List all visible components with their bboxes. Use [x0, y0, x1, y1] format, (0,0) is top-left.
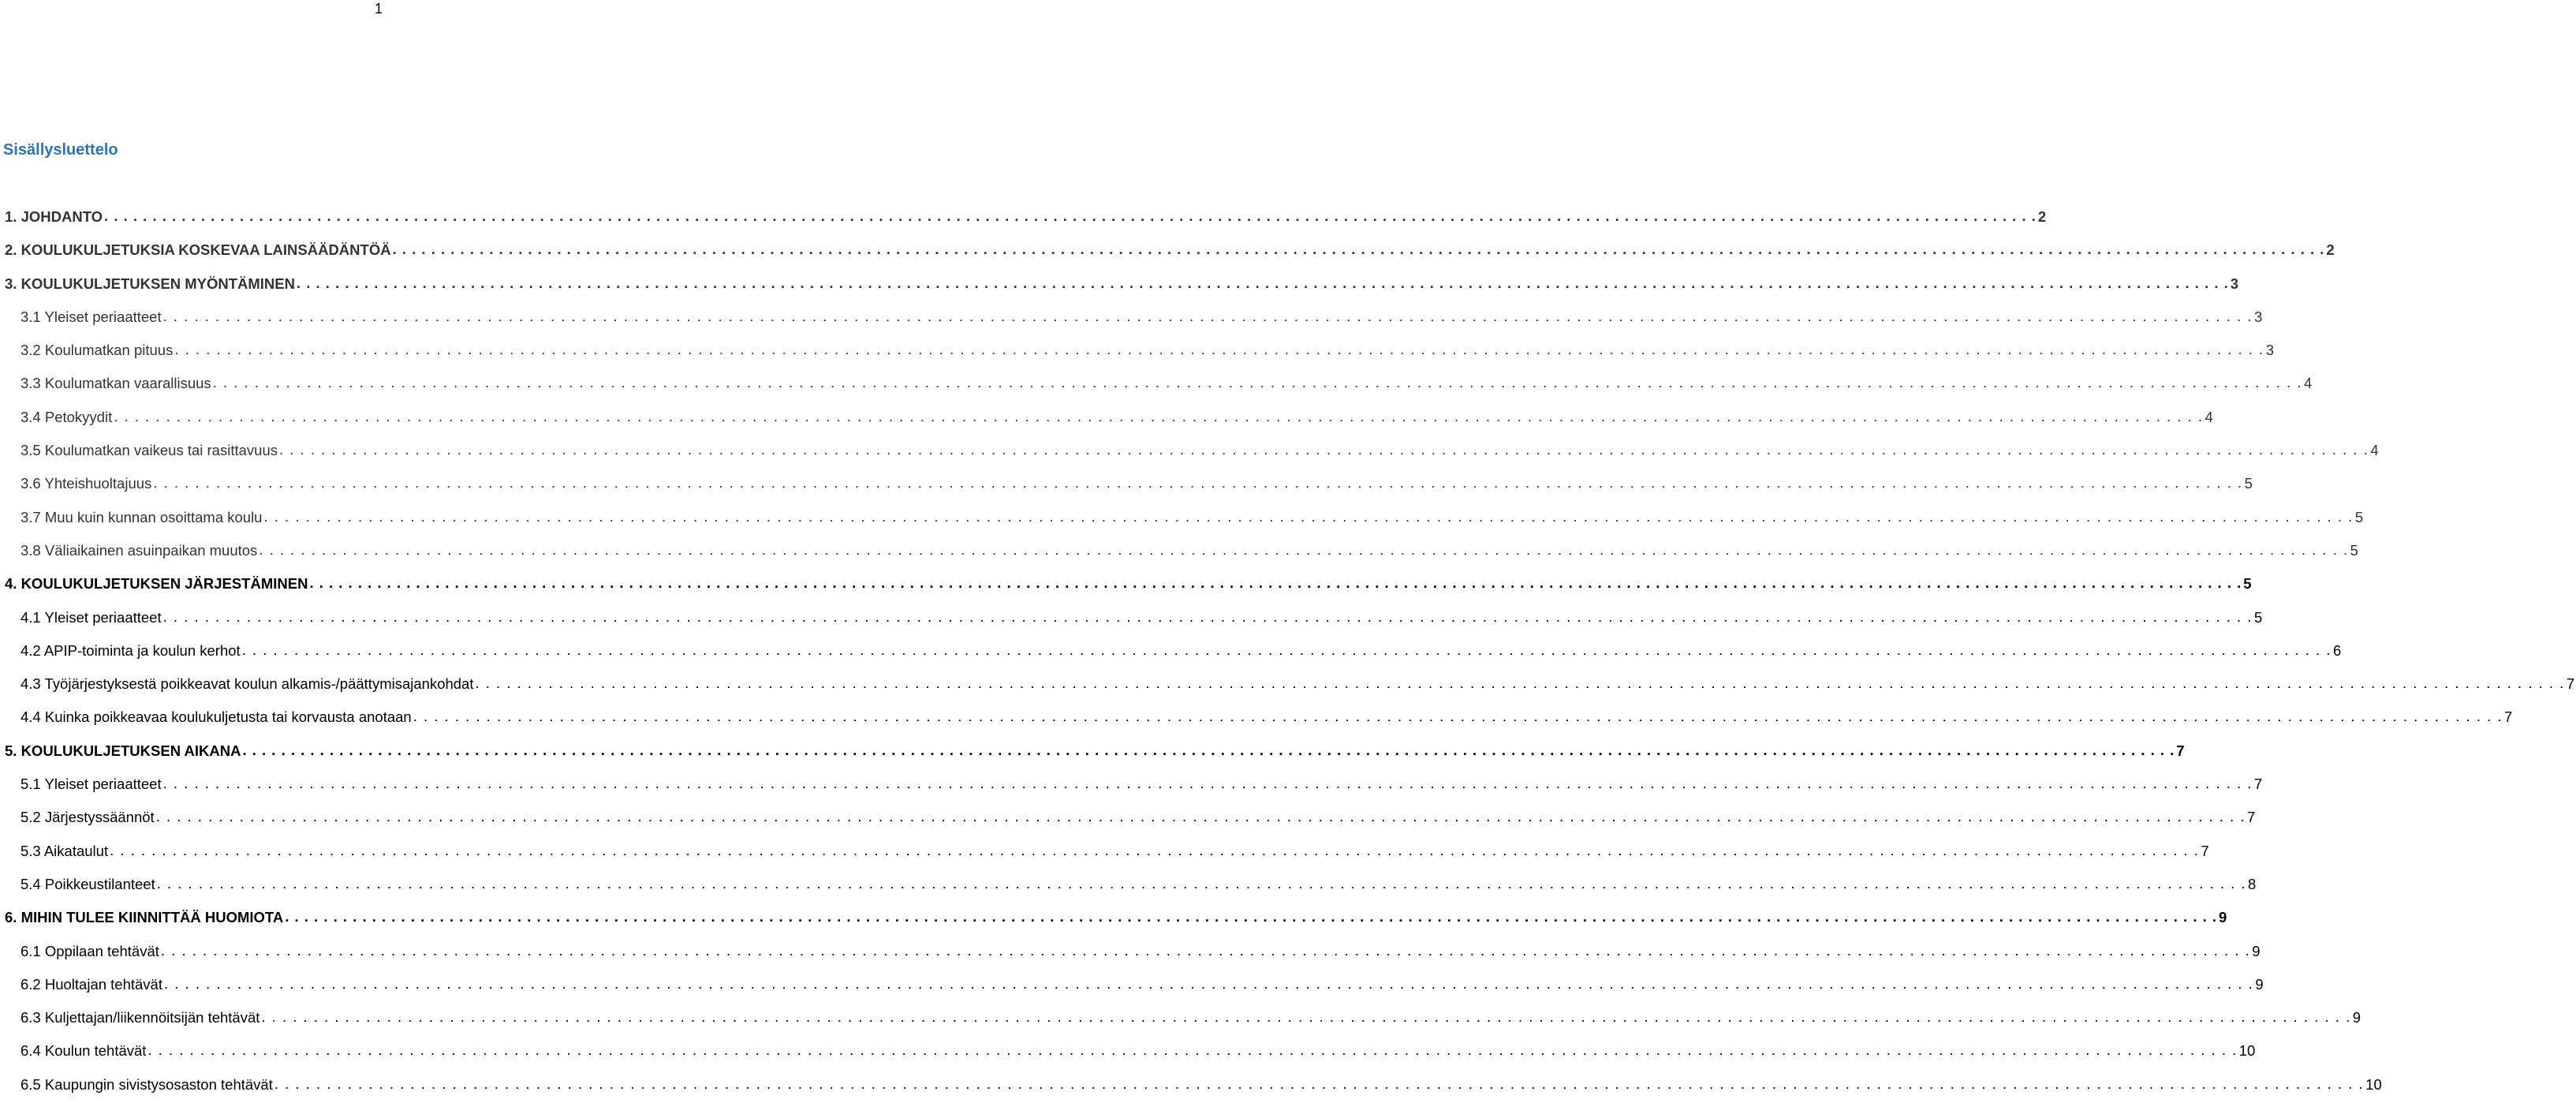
- toc-entry[interactable]: [0, 569, 2252, 602]
- toc-entry-page: 8: [2248, 875, 2257, 892]
- toc-entry[interactable]: [0, 903, 2227, 936]
- dot-leader: . . . . . . . . . . . . . . . . . . . . . . . . . . . . . . . . . . . . . . . . . . . . . . . . . . . . . . . . . . . . . . . . . . . . . . . . . . . . . . . . . . . . . . . . . . . . . . . . . . . . . . . . . . . . . . . . . . . . . . . . . . . . . . . . . . . . . . . . . . . . . . . . . . . . . . . . . . . . . . . . . . . . . . . . . . . . . . . . . . . . . . . . . . . . . . . . . . . . . . . .: [110, 841, 2200, 858]
- toc-entry-label: 3.8 Väliaikainen asuinpaikan muutos: [21, 541, 258, 559]
- toc-entry-label: 4.2 APIP-toiminta ja koulun kerhot: [21, 641, 241, 659]
- toc-entry-label: 6.5 Kaupungin sivistysosaston tehtävät: [21, 1075, 273, 1093]
- toc-entry-page: 3: [2253, 308, 2263, 325]
- toc-entry-page: 10: [2365, 1075, 2382, 1093]
- toc-entry[interactable]: [0, 368, 2313, 402]
- toc-entry-page: 3: [2265, 342, 2274, 359]
- dot-leader: . . . . . . . . . . . . . . . . . . . . . . . . . . . . . . . . . . . . . . . . . . . . . . . . . . . . . . . . . . . . . . . . . . . . . . . . . . . . . . . . . . . . . . . . . . . . . . . . . . . . . . . . . . . . . . . . . . . . . . . . . . . . . . . . . . . . . . . . . . . . . . . . . . . . . . . . . . . . . . . . . . . . . . . . . . . . . . . . . . . . . . . . . . . . . . . . . . . . . . . .: [160, 941, 2251, 959]
- toc-entry-label: 4.1 Yleiset periaatteet: [21, 608, 162, 626]
- dot-leader: . . . . . . . . . . . . . . . . . . . . . . . . . . . . . . . . . . . . . . . . . . . . . . . . . . . . . . . . . . . . . . . . . . . . . . . . . . . . . . . . . . . . . . . . . . . . . . . . . . . . . . . . . . . . . . . . . . . . . . . . . . . . . . . . . . . . . . . . . . . . . . . . . . . . . . . . . . . . . . . . . . . . . . . . . . . . . . . . . . . . . . . . . . . . . . . . . . . . . . . .: [212, 374, 2302, 391]
- dot-leader: . . . . . . . . . . . . . . . . . . . . . . . . . . . . . . . . . . . . . . . . . . . . . . . . . . . . . . . . . . . . . . . . . . . . . . . . . . . . . . . . . . . . . . . . . . . . . . . . . . . . . . . . . . . . . . . . . . . . . . . . . . . . . . . . . . . . . . . . . . . . . . . . . . . . . . . . . . . . . . . . . . . . . . . . . . . . . . . . . . . . . . . . . . . . . . . . . . . . . . . .: [259, 540, 2349, 558]
- toc-entry-page: 9: [2252, 942, 2261, 959]
- dot-leader: . . . . . . . . . . . . . . . . . . . . . . . . . . . . . . . . . . . . . . . . . . . . . . . . . . . . . . . . . . . . . . . . . . . . . . . . . . . . . . . . . . . . . . . . . . . . . . . . . . . . . . . . . . . . . . . . . . . . . . . . . . . . . . . . . . . . . . . . . . . . . . . . . . . . . . . . . . . . . . . . . . . . . . . . . . . . . . . . . . . . . . . . . . . . . . . . . . . . . . . .: [147, 1041, 2238, 1059]
- toc-entry-label: 4.3 Työjärjestyksestä poikkeavat koulun alkamis-/päättymisajankohdat: [21, 675, 474, 693]
- toc-entry-page: 7: [2504, 709, 2513, 726]
- dot-leader: . . . . . . . . . . . . . . . . . . . . . . . . . . . . . . . . . . . . . . . . . . . . . . . . . . . . . . . . . . . . . . . . . . . . . . . . . . . . . . . . . . . . . . . . . . . . . . . . . . . . . . . . . . . . . . . . . . . . . . . . . . . . . . . . . . . . . . . . . . . . . . . . . . . . . . . . . . . . . . . . . . . . . . . . . . . . . . . . . . . . . . . . . . . . . . . . . . . . . . . .: [156, 874, 2247, 892]
- toc-entry-label: 3.7 Muu kuin kunnan osoittama koulu: [21, 508, 263, 525]
- toc-entry-label: 3.1 Yleiset periaatteet: [21, 308, 162, 325]
- toc-entry[interactable]: [0, 636, 2342, 669]
- dot-leader: . . . . . . . . . . . . . . . . . . . . . . . . . . . . . . . . . . . . . . . . . . . . . . . . . . . . . . . . . . . . . . . . . . . . . . . . . . . . . . . . . . . . . . . . . . . . . . . . . . . . . . . . . . . . . . . . . . . . . . . . . . . . . . . . . . . . . . . . . . . . . . . . . . . . . . . . . . . . . . . . . . . . . . . . . . . . . . . . . . . . . . . . . . . . . . . . . . . . . . . .: [174, 341, 2264, 358]
- toc-entry[interactable]: [0, 769, 2263, 802]
- toc-entry-label: 3. KOULUKULJETUKSEN MYÖNTÄMINEN: [5, 275, 295, 292]
- dot-leader: . . . . . . . . . . . . . . . . . . . . . . . . . . . . . . . . . . . . . . . . . . . . . . . . . . . . . . . . . . . . . . . . . . . . . . . . . . . . . . . . . . . . . . . . . . . . . . . . . . . . . . . . . . . . . . . . . . . . . . . . . . . . . . . . . . . . . . . . . . . . . . . . . . . . . . . . . . . . . . . . . . . . . . . . . . . . . . . . . . . . . . . . . . . . . . . . . . . . . . . .: [104, 208, 2037, 224]
- dot-leader: . . . . . . . . . . . . . . . . . . . . . . . . . . . . . . . . . . . . . . . . . . . . . . . . . . . . . . . . . . . . . . . . . . . . . . . . . . . . . . . . . . . . . . . . . . . . . . . . . . . . . . . . . . . . . . . . . . . . . . . . . . . . . . . . . . . . . . . . . . . . . . . . . . . . . . . . . . . . . . . . . . . . . . . . . . . . . . . . . . . . . . . . . . . . . . . . . . . . . . . .: [162, 307, 2253, 324]
- dot-leader: . . . . . . . . . . . . . . . . . . . . . . . . . . . . . . . . . . . . . . . . . . . . . . . . . . . . . . . . . . . . . . . . . . . . . . . . . . . . . . . . . . . . . . . . . . . . . . . . . . . . . . . . . . . . . . . . . . . . . . . . . . . . . . . . . . . . . . . . . . . . . . . . . . . . . . . . . . . . . . . . . . . . . . . . . . . . . . . . . . . . . . . . . . . . . . . . . . . . . . . .: [155, 808, 2246, 825]
- toc-entry[interactable]: [0, 702, 2513, 735]
- toc-entry[interactable]: [0, 1070, 2382, 1103]
- dot-leader: . . . . . . . . . . . . . . . . . . . . . . . . . . . . . . . . . . . . . . . . . . . . . . . . . . . . . . . . . . . . . . . . . . . . . . . . . . . . . . . . . . . . . . . . . . . . . . . . . . . . . . . . . . . . . . . . . . . . . . . . . . . . . . . . . . . . . . . . . . . . . . . . . . . . . . . . . . . . . . . . . . . . . . . . . . . . . . . . . . . . . . . . . . . . . . . . . . . . . . . .: [263, 507, 2354, 525]
- toc-entry[interactable]: [0, 669, 2575, 702]
- toc-title: Sisällysluettelo: [3, 141, 118, 159]
- toc-entry-page: 10: [2238, 1042, 2256, 1060]
- toc-entry-page: 7: [2566, 675, 2575, 693]
- toc-entry-label: 4. KOULUKULJETUKSEN JÄRJESTÄMINEN: [5, 575, 308, 593]
- toc-entry-label: 3.2 Koulumatkan pituus: [21, 342, 174, 359]
- page-number: 1: [374, 1, 383, 17]
- dot-leader: . . . . . . . . . . . . . . . . . . . . . . . . . . . . . . . . . . . . . . . . . . . . . . . . . . . . . . . . . . . . . . . . . . . . . . . . . . . . . . . . . . . . . . . . . . . . . . . . . . . . . . . . . . . . . . . . . . . . . . . . . . . . . . . . . . . . . . . . . . . . . . . . . . . . . . . . . . . . . . . . . . . . . . . . . . . . . . . . . . . . . . . . . . . . . . . . . . . . . . . .: [392, 241, 2325, 258]
- toc-entry-label: 3.6 Yhteishuoltajuus: [21, 475, 152, 492]
- toc-entry-page: 5: [2350, 541, 2358, 559]
- toc-entry-page: 9: [2352, 1009, 2361, 1026]
- toc-entry-page: 2: [2326, 241, 2335, 259]
- toc-entry-page: 7: [2201, 842, 2209, 859]
- toc-entry[interactable]: [0, 402, 2213, 436]
- toc-entry-label: 6.2 Huoltajan tehtävät: [21, 975, 162, 993]
- dot-leader: . . . . . . . . . . . . . . . . . . . . . . . . . . . . . . . . . . . . . . . . . . . . . . . . . . . . . . . . . . . . . . . . . . . . . . . . . . . . . . . . . . . . . . . . . . . . . . . . . . . . . . . . . . . . . . . . . . . . . . . . . . . . . . . . . . . . . . . . . . . . . . . . . . . . . . . . . . . . . . . . . . . . . . . . . . . . . . . . . . . . . . . . . . . . . . . . . . . . . . . .: [296, 274, 2229, 291]
- dot-leader: . . . . . . . . . . . . . . . . . . . . . . . . . . . . . . . . . . . . . . . . . . . . . . . . . . . . . . . . . . . . . . . . . . . . . . . . . . . . . . . . . . . . . . . . . . . . . . . . . . . . . . . . . . . . . . . . . . . . . . . . . . . . . . . . . . . . . . . . . . . . . . . . . . . . . . . . . . . . . . . . . . . . . . . . . . . . . . . . . . . . . . . . . . . . . . . . . . . . . . . .: [114, 407, 2204, 424]
- toc-entry[interactable]: [0, 603, 2263, 636]
- dot-leader: . . . . . . . . . . . . . . . . . . . . . . . . . . . . . . . . . . . . . . . . . . . . . . . . . . . . . . . . . . . . . . . . . . . . . . . . . . . . . . . . . . . . . . . . . . . . . . . . . . . . . . . . . . . . . . . . . . . . . . . . . . . . . . . . . . . . . . . . . . . . . . . . . . . . . . . . . . . . . . . . . . . . . . . . . . . . . . . . . . . . . . . . . . . . . . . . . . . . . . . .: [153, 474, 2243, 492]
- table-of-contents: [0, 202, 2575, 1103]
- dot-leader: . . . . . . . . . . . . . . . . . . . . . . . . . . . . . . . . . . . . . . . . . . . . . . . . . . . . . . . . . . . . . . . . . . . . . . . . . . . . . . . . . . . . . . . . . . . . . . . . . . . . . . . . . . . . . . . . . . . . . . . . . . . . . . . . . . . . . . . . . . . . . . . . . . . . . . . . . . . . . . . . . . . . . . . . . . . . . . . . . . . . . . . . . . . . . . . . . . . . . . . .: [241, 641, 2332, 658]
- toc-entry[interactable]: [0, 802, 2256, 836]
- toc-entry[interactable]: [0, 1003, 2361, 1036]
- toc-entry-page: 7: [2247, 809, 2256, 826]
- toc-entry[interactable]: [0, 836, 2209, 869]
- toc-entry[interactable]: [0, 302, 2263, 335]
- toc-entry-label: 1. JOHDANTO: [5, 208, 103, 225]
- toc-entry-label: 5.2 Järjestyssäännöt: [21, 809, 155, 826]
- toc-entry-page: 2: [2037, 208, 2047, 225]
- toc-entry-label: 3.4 Petokyydit: [21, 408, 113, 425]
- toc-entry-page: 5: [2243, 575, 2252, 593]
- toc-entry-page: 4: [2304, 375, 2313, 392]
- dot-leader: . . . . . . . . . . . . . . . . . . . . . . . . . . . . . . . . . . . . . . . . . . . . . . . . . . . . . . . . . . . . . . . . . . . . . . . . . . . . . . . . . . . . . . . . . . . . . . . . . . . . . . . . . . . . . . . . . . . . . . . . . . . . . . . . . . . . . . . . . . . . . . . . . . . . . . . . . . . . . . . . . . . . . . . . . . . . . . . . . . . . . . . . . . . . . . . . . . . . . . . .: [285, 908, 2218, 925]
- toc-entry[interactable]: [0, 970, 2264, 1003]
- toc-entry-label: 6. MIHIN TULEE KIINNITTÄÄ HUOMIOTA: [5, 909, 284, 926]
- toc-entry-label: 5.4 Poikkeustilanteet: [21, 875, 155, 892]
- toc-entry-page: 7: [2176, 742, 2185, 759]
- dot-leader: . . . . . . . . . . . . . . . . . . . . . . . . . . . . . . . . . . . . . . . . . . . . . . . . . . . . . . . . . . . . . . . . . . . . . . . . . . . . . . . . . . . . . . . . . . . . . . . . . . . . . . . . . . . . . . . . . . . . . . . . . . . . . . . . . . . . . . . . . . . . . . . . . . . . . . . . . . . . . . . . . . . . . . . . . . . . . . . . . . . . . . . . . . . . . . . . . . . . . . . .: [278, 441, 2369, 458]
- toc-entry[interactable]: [0, 335, 2274, 368]
- toc-entry[interactable]: [0, 736, 2185, 769]
- toc-entry[interactable]: [0, 869, 2257, 903]
- toc-entry[interactable]: [0, 469, 2253, 502]
- toc-entry[interactable]: [0, 937, 2261, 970]
- dot-leader: . . . . . . . . . . . . . . . . . . . . . . . . . . . . . . . . . . . . . . . . . . . . . . . . . . . . . . . . . . . . . . . . . . . . . . . . . . . . . . . . . . . . . . . . . . . . . . . . . . . . . . . . . . . . . . . . . . . . . . . . . . . . . . . . . . . . . . . . . . . . . . . . . . . . . . . . . . . . . . . . . . . . . . . . . . . . . . . . . . . . . . . . . . . . . . . . . . . . . . . .: [261, 1008, 2351, 1026]
- toc-entry-page: 4: [2205, 408, 2213, 425]
- toc-entry-label: 4.4 Kuinka poikkeavaa koulukuljetusta tai korvausta anotaan: [21, 709, 412, 726]
- dot-leader: . . . . . . . . . . . . . . . . . . . . . . . . . . . . . . . . . . . . . . . . . . . . . . . . . . . . . . . . . . . . . . . . . . . . . . . . . . . . . . . . . . . . . . . . . . . . . . . . . . . . . . . . . . . . . . . . . . . . . . . . . . . . . . . . . . . . . . . . . . . . . . . . . . . . . . . . . . . . . . . . . . . . . . . . . . . . . . . . . . . . . . . . . . . . . . . . . . . . . . . .: [413, 708, 2503, 725]
- dot-leader: . . . . . . . . . . . . . . . . . . . . . . . . . . . . . . . . . . . . . . . . . . . . . . . . . . . . . . . . . . . . . . . . . . . . . . . . . . . . . . . . . . . . . . . . . . . . . . . . . . . . . . . . . . . . . . . . . . . . . . . . . . . . . . . . . . . . . . . . . . . . . . . . . . . . . . . . . . . . . . . . . . . . . . . . . . . . . . . . . . . . . . . . . . . . . . . . . . . . . . . .: [309, 574, 2242, 592]
- dot-leader: . . . . . . . . . . . . . . . . . . . . . . . . . . . . . . . . . . . . . . . . . . . . . . . . . . . . . . . . . . . . . . . . . . . . . . . . . . . . . . . . . . . . . . . . . . . . . . . . . . . . . . . . . . . . . . . . . . . . . . . . . . . . . . . . . . . . . . . . . . . . . . . . . . . . . . . . . . . . . . . . . . . . . . . . . . . . . . . . . . . . . . . . . . . . . . . . . . . . . . . .: [162, 775, 2253, 792]
- toc-entry-label: 6.3 Kuljettajan/liikennöitsijän tehtävät: [21, 1009, 260, 1026]
- toc-entry[interactable]: [0, 436, 2379, 469]
- toc-entry-label: 3.3 Koulumatkan vaarallisuus: [21, 375, 211, 392]
- toc-entry[interactable]: [0, 269, 2239, 302]
- dot-leader: . . . . . . . . . . . . . . . . . . . . . . . . . . . . . . . . . . . . . . . . . . . . . . . . . . . . . . . . . . . . . . . . . . . . . . . . . . . . . . . . . . . . . . . . . . . . . . . . . . . . . . . . . . . . . . . . . . . . . . . . . . . . . . . . . . . . . . . . . . . . . . . . . . . . . . . . . . . . . . . . . . . . . . . . . . . . . . . . . . . . . . . . . . . . . . . . . . . . . . . .: [162, 608, 2253, 625]
- toc-entry-page: 7: [2253, 776, 2263, 793]
- dot-leader: . . . . . . . . . . . . . . . . . . . . . . . . . . . . . . . . . . . . . . . . . . . . . . . . . . . . . . . . . . . . . . . . . . . . . . . . . . . . . . . . . . . . . . . . . . . . . . . . . . . . . . . . . . . . . . . . . . . . . . . . . . . . . . . . . . . . . . . . . . . . . . . . . . . . . . . . . . . . . . . . . . . . . . . . . . . . . . . . . . . . . . . . . . . . . . . . . . . . . . . .: [242, 741, 2175, 758]
- toc-entry[interactable]: [0, 536, 2358, 569]
- dot-leader: . . . . . . . . . . . . . . . . . . . . . . . . . . . . . . . . . . . . . . . . . . . . . . . . . . . . . . . . . . . . . . . . . . . . . . . . . . . . . . . . . . . . . . . . . . . . . . . . . . . . . . . . . . . . . . . . . . . . . . . . . . . . . . . . . . . . . . . . . . . . . . . . . . . . . . . . . . . . . . . . . . . . . . . . . . . . . . . . . . . . . . . . . . . . . . . . . . . . . . . .: [274, 1075, 2365, 1092]
- dot-leader: . . . . . . . . . . . . . . . . . . . . . . . . . . . . . . . . . . . . . . . . . . . . . . . . . . . . . . . . . . . . . . . . . . . . . . . . . . . . . . . . . . . . . . . . . . . . . . . . . . . . . . . . . . . . . . . . . . . . . . . . . . . . . . . . . . . . . . . . . . . . . . . . . . . . . . . . . . . . . . . . . . . . . . . . . . . . . . . . . . . . . . . . . . . . . . . . . . . . . . . .: [475, 675, 2565, 692]
- toc-entry-page: 4: [2370, 442, 2379, 459]
- toc-entry-label: 6.4 Koulun tehtävät: [21, 1042, 147, 1060]
- toc-entry[interactable]: [0, 235, 2335, 268]
- toc-entry-label: 5.1 Yleiset periaatteet: [21, 776, 162, 793]
- toc-entry-page: 5: [2253, 608, 2263, 626]
- toc-entry-page: 5: [2354, 508, 2364, 525]
- toc-entry-label: 3.5 Koulumatkan vaikeus tai rasittavuus: [21, 442, 278, 459]
- toc-entry[interactable]: [0, 202, 2047, 235]
- dot-leader: . . . . . . . . . . . . . . . . . . . . . . . . . . . . . . . . . . . . . . . . . . . . . . . . . . . . . . . . . . . . . . . . . . . . . . . . . . . . . . . . . . . . . . . . . . . . . . . . . . . . . . . . . . . . . . . . . . . . . . . . . . . . . . . . . . . . . . . . . . . . . . . . . . . . . . . . . . . . . . . . . . . . . . . . . . . . . . . . . . . . . . . . . . . . . . . . . . . . . . . .: [164, 974, 2254, 992]
- toc-entry-page: 5: [2244, 475, 2253, 492]
- toc-entry[interactable]: [0, 1036, 2256, 1069]
- toc-entry-page: 9: [2219, 909, 2227, 926]
- toc-entry-page: 3: [2230, 275, 2239, 292]
- toc-entry-label: 6.1 Oppilaan tehtävät: [21, 942, 159, 959]
- toc-entry-page: 6: [2333, 641, 2342, 659]
- toc-entry-page: 9: [2255, 975, 2264, 993]
- toc-entry-label: 2. KOULUKULJETUKSIA KOSKEVAA LAINSÄÄDÄNTÖÄ: [5, 241, 391, 259]
- toc-entry-label: 5. KOULUKULJETUKSEN AIKANA: [5, 742, 241, 759]
- toc-entry-label: 5.3 Aikataulut: [21, 842, 109, 859]
- toc-entry[interactable]: [0, 503, 2364, 536]
